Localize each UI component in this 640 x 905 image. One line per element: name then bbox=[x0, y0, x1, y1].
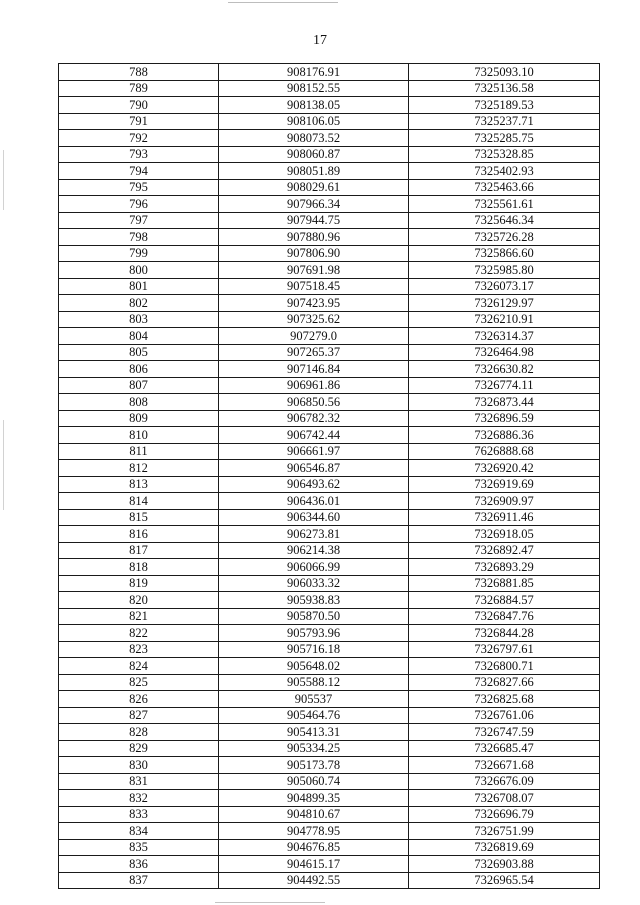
y-coordinate-cell: 7326819.69 bbox=[409, 839, 600, 856]
x-coordinate-cell: 905588.12 bbox=[219, 674, 409, 691]
y-coordinate-cell: 7325237.71 bbox=[409, 113, 600, 130]
table-row bbox=[59, 130, 600, 147]
table-row bbox=[59, 245, 600, 262]
table-row bbox=[59, 790, 600, 807]
y-coordinate-cell: 7326873.44 bbox=[409, 394, 600, 411]
x-coordinate-cell: 906273.81 bbox=[219, 526, 409, 543]
table-row bbox=[59, 757, 600, 774]
x-coordinate-cell: 908060.87 bbox=[219, 146, 409, 163]
table-row bbox=[59, 196, 600, 213]
y-coordinate-cell: 7326751.99 bbox=[409, 823, 600, 840]
point-number-cell: 797 bbox=[59, 212, 219, 229]
table-row bbox=[59, 493, 600, 510]
table-row bbox=[59, 410, 600, 427]
x-coordinate-cell: 907279.0 bbox=[219, 328, 409, 345]
table-row bbox=[59, 724, 600, 741]
x-coordinate-cell: 904810.67 bbox=[219, 806, 409, 823]
y-coordinate-cell: 7326797.61 bbox=[409, 641, 600, 658]
y-coordinate-cell: 7326965.54 bbox=[409, 872, 600, 889]
scan-edge-line-bottom bbox=[215, 902, 325, 903]
table-row bbox=[59, 229, 600, 246]
table-row bbox=[59, 707, 600, 724]
point-number-cell: 835 bbox=[59, 839, 219, 856]
point-number-cell: 822 bbox=[59, 625, 219, 642]
point-number-cell: 833 bbox=[59, 806, 219, 823]
point-number-cell: 802 bbox=[59, 295, 219, 312]
point-number-cell: 830 bbox=[59, 757, 219, 774]
point-number-cell: 836 bbox=[59, 856, 219, 873]
table-row bbox=[59, 806, 600, 823]
y-coordinate-cell: 7325985.80 bbox=[409, 262, 600, 279]
y-coordinate-cell: 7325561.61 bbox=[409, 196, 600, 213]
scan-margin-mark bbox=[3, 150, 4, 210]
y-coordinate-cell: 7326747.59 bbox=[409, 724, 600, 741]
table-row bbox=[59, 526, 600, 543]
y-coordinate-cell: 7326630.82 bbox=[409, 361, 600, 378]
x-coordinate-cell: 904676.85 bbox=[219, 839, 409, 856]
table-row bbox=[59, 559, 600, 576]
table-row bbox=[59, 872, 600, 889]
x-coordinate-cell: 905870.50 bbox=[219, 608, 409, 625]
y-coordinate-cell: 7326881.85 bbox=[409, 575, 600, 592]
point-number-cell: 811 bbox=[59, 443, 219, 460]
y-coordinate-cell: 7326676.09 bbox=[409, 773, 600, 790]
x-coordinate-cell: 908138.05 bbox=[219, 97, 409, 114]
table-row bbox=[59, 691, 600, 708]
point-number-cell: 790 bbox=[59, 97, 219, 114]
x-coordinate-cell: 906661.97 bbox=[219, 443, 409, 460]
point-number-cell: 793 bbox=[59, 146, 219, 163]
x-coordinate-cell: 905648.02 bbox=[219, 658, 409, 675]
table-row bbox=[59, 344, 600, 361]
point-number-cell: 794 bbox=[59, 163, 219, 180]
y-coordinate-cell: 7326314.37 bbox=[409, 328, 600, 345]
y-coordinate-cell: 7326896.59 bbox=[409, 410, 600, 427]
point-number-cell: 816 bbox=[59, 526, 219, 543]
point-number-cell: 809 bbox=[59, 410, 219, 427]
y-coordinate-cell: 7325646.34 bbox=[409, 212, 600, 229]
point-number-cell: 801 bbox=[59, 278, 219, 295]
y-coordinate-cell: 7326210.91 bbox=[409, 311, 600, 328]
point-number-cell: 806 bbox=[59, 361, 219, 378]
y-coordinate-cell: 7326919.69 bbox=[409, 476, 600, 493]
x-coordinate-cell: 905464.76 bbox=[219, 707, 409, 724]
x-coordinate-cell: 908106.05 bbox=[219, 113, 409, 130]
y-coordinate-cell: 7325402.93 bbox=[409, 163, 600, 180]
x-coordinate-cell: 904492.55 bbox=[219, 872, 409, 889]
coordinate-table-body bbox=[59, 64, 600, 889]
x-coordinate-cell: 906742.44 bbox=[219, 427, 409, 444]
point-number-cell: 834 bbox=[59, 823, 219, 840]
table-row bbox=[59, 592, 600, 609]
y-coordinate-cell: 7326129.97 bbox=[409, 295, 600, 312]
scan-margin-mark bbox=[3, 420, 4, 510]
table-row bbox=[59, 146, 600, 163]
table-row bbox=[59, 113, 600, 130]
table-row bbox=[59, 542, 600, 559]
table-row bbox=[59, 476, 600, 493]
x-coordinate-cell: 907518.45 bbox=[219, 278, 409, 295]
y-coordinate-cell: 7326886.36 bbox=[409, 427, 600, 444]
x-coordinate-cell: 905938.83 bbox=[219, 592, 409, 609]
y-coordinate-cell: 7325285.75 bbox=[409, 130, 600, 147]
point-number-cell: 837 bbox=[59, 872, 219, 889]
table-row bbox=[59, 641, 600, 658]
table-row bbox=[59, 443, 600, 460]
coordinate-table bbox=[58, 63, 600, 889]
x-coordinate-cell: 906546.87 bbox=[219, 460, 409, 477]
x-coordinate-cell: 907423.95 bbox=[219, 295, 409, 312]
x-coordinate-cell: 905716.18 bbox=[219, 641, 409, 658]
x-coordinate-cell: 907265.37 bbox=[219, 344, 409, 361]
point-number-cell: 818 bbox=[59, 559, 219, 576]
y-coordinate-cell: 7326847.76 bbox=[409, 608, 600, 625]
x-coordinate-cell: 906961.86 bbox=[219, 377, 409, 394]
scan-edge-line-top bbox=[228, 2, 338, 3]
point-number-cell: 792 bbox=[59, 130, 219, 147]
y-coordinate-cell: 7326844.28 bbox=[409, 625, 600, 642]
y-coordinate-cell: 7326825.68 bbox=[409, 691, 600, 708]
table-row bbox=[59, 740, 600, 757]
y-coordinate-cell: 7325866.60 bbox=[409, 245, 600, 262]
table-row bbox=[59, 394, 600, 411]
point-number-cell: 832 bbox=[59, 790, 219, 807]
point-number-cell: 799 bbox=[59, 245, 219, 262]
table-row bbox=[59, 839, 600, 856]
y-coordinate-cell: 7325136.58 bbox=[409, 80, 600, 97]
y-coordinate-cell: 7326671.68 bbox=[409, 757, 600, 774]
x-coordinate-cell: 907966.34 bbox=[219, 196, 409, 213]
x-coordinate-cell: 905793.96 bbox=[219, 625, 409, 642]
y-coordinate-cell: 7326893.29 bbox=[409, 559, 600, 576]
table-row bbox=[59, 823, 600, 840]
point-number-cell: 788 bbox=[59, 64, 219, 81]
point-number-cell: 798 bbox=[59, 229, 219, 246]
x-coordinate-cell: 906436.01 bbox=[219, 493, 409, 510]
table-row bbox=[59, 80, 600, 97]
y-coordinate-cell: 7325189.53 bbox=[409, 97, 600, 114]
x-coordinate-cell: 908051.89 bbox=[219, 163, 409, 180]
point-number-cell: 805 bbox=[59, 344, 219, 361]
table-row bbox=[59, 163, 600, 180]
x-coordinate-cell: 908029.61 bbox=[219, 179, 409, 196]
table-row bbox=[59, 773, 600, 790]
table-row bbox=[59, 625, 600, 642]
y-coordinate-cell: 7325093.10 bbox=[409, 64, 600, 81]
table-row bbox=[59, 509, 600, 526]
y-coordinate-cell: 7326708.07 bbox=[409, 790, 600, 807]
point-number-cell: 804 bbox=[59, 328, 219, 345]
table-row bbox=[59, 856, 600, 873]
x-coordinate-cell: 904778.95 bbox=[219, 823, 409, 840]
y-coordinate-cell: 7326761.06 bbox=[409, 707, 600, 724]
point-number-cell: 823 bbox=[59, 641, 219, 658]
x-coordinate-cell: 906782.32 bbox=[219, 410, 409, 427]
table-row bbox=[59, 278, 600, 295]
point-number-cell: 789 bbox=[59, 80, 219, 97]
x-coordinate-cell: 907325.62 bbox=[219, 311, 409, 328]
table-row bbox=[59, 361, 600, 378]
x-coordinate-cell: 906493.62 bbox=[219, 476, 409, 493]
point-number-cell: 796 bbox=[59, 196, 219, 213]
point-number-cell: 795 bbox=[59, 179, 219, 196]
point-number-cell: 819 bbox=[59, 575, 219, 592]
point-number-cell: 800 bbox=[59, 262, 219, 279]
point-number-cell: 826 bbox=[59, 691, 219, 708]
y-coordinate-cell: 7325328.85 bbox=[409, 146, 600, 163]
point-number-cell: 817 bbox=[59, 542, 219, 559]
x-coordinate-cell: 905334.25 bbox=[219, 740, 409, 757]
y-coordinate-cell: 7326911.46 bbox=[409, 509, 600, 526]
x-coordinate-cell: 906344.60 bbox=[219, 509, 409, 526]
point-number-cell: 814 bbox=[59, 493, 219, 510]
point-number-cell: 820 bbox=[59, 592, 219, 609]
table-row bbox=[59, 427, 600, 444]
point-number-cell: 791 bbox=[59, 113, 219, 130]
y-coordinate-cell: 7326920.42 bbox=[409, 460, 600, 477]
x-coordinate-cell: 906066.99 bbox=[219, 559, 409, 576]
y-coordinate-cell: 7325463.66 bbox=[409, 179, 600, 196]
x-coordinate-cell: 908073.52 bbox=[219, 130, 409, 147]
y-coordinate-cell: 7326464.98 bbox=[409, 344, 600, 361]
y-coordinate-cell: 7326073.17 bbox=[409, 278, 600, 295]
table-row bbox=[59, 212, 600, 229]
point-number-cell: 828 bbox=[59, 724, 219, 741]
x-coordinate-cell: 907146.84 bbox=[219, 361, 409, 378]
x-coordinate-cell: 908152.55 bbox=[219, 80, 409, 97]
point-number-cell: 812 bbox=[59, 460, 219, 477]
y-coordinate-cell: 7326903.88 bbox=[409, 856, 600, 873]
x-coordinate-cell: 907806.90 bbox=[219, 245, 409, 262]
table-row bbox=[59, 460, 600, 477]
y-coordinate-cell: 7326884.57 bbox=[409, 592, 600, 609]
x-coordinate-cell: 907691.98 bbox=[219, 262, 409, 279]
table-row bbox=[59, 658, 600, 675]
point-number-cell: 824 bbox=[59, 658, 219, 675]
y-coordinate-cell: 7326685.47 bbox=[409, 740, 600, 757]
x-coordinate-cell: 906033.32 bbox=[219, 575, 409, 592]
y-coordinate-cell: 7326827.66 bbox=[409, 674, 600, 691]
point-number-cell: 831 bbox=[59, 773, 219, 790]
point-number-cell: 821 bbox=[59, 608, 219, 625]
x-coordinate-cell: 906850.56 bbox=[219, 394, 409, 411]
point-number-cell: 810 bbox=[59, 427, 219, 444]
y-coordinate-cell: 7326800.71 bbox=[409, 658, 600, 675]
x-coordinate-cell: 904899.35 bbox=[219, 790, 409, 807]
x-coordinate-cell: 905537 bbox=[219, 691, 409, 708]
point-number-cell: 825 bbox=[59, 674, 219, 691]
point-number-cell: 803 bbox=[59, 311, 219, 328]
y-coordinate-cell: 7326696.79 bbox=[409, 806, 600, 823]
y-coordinate-cell: 7626888.68 bbox=[409, 443, 600, 460]
point-number-cell: 827 bbox=[59, 707, 219, 724]
table-row bbox=[59, 311, 600, 328]
table-row bbox=[59, 674, 600, 691]
point-number-cell: 829 bbox=[59, 740, 219, 757]
table-row bbox=[59, 295, 600, 312]
y-coordinate-cell: 7325726.28 bbox=[409, 229, 600, 246]
table-row bbox=[59, 575, 600, 592]
table-row bbox=[59, 328, 600, 345]
x-coordinate-cell: 905413.31 bbox=[219, 724, 409, 741]
table-row bbox=[59, 64, 600, 81]
x-coordinate-cell: 904615.17 bbox=[219, 856, 409, 873]
x-coordinate-cell: 906214.38 bbox=[219, 542, 409, 559]
point-number-cell: 813 bbox=[59, 476, 219, 493]
x-coordinate-cell: 907880.96 bbox=[219, 229, 409, 246]
y-coordinate-cell: 7326918.05 bbox=[409, 526, 600, 543]
x-coordinate-cell: 905173.78 bbox=[219, 757, 409, 774]
y-coordinate-cell: 7326892.47 bbox=[409, 542, 600, 559]
page-number: 17 bbox=[313, 33, 327, 48]
table-row bbox=[59, 377, 600, 394]
table-row bbox=[59, 97, 600, 114]
table-row bbox=[59, 262, 600, 279]
point-number-cell: 807 bbox=[59, 377, 219, 394]
table-row bbox=[59, 179, 600, 196]
point-number-cell: 815 bbox=[59, 509, 219, 526]
point-number-cell: 808 bbox=[59, 394, 219, 411]
x-coordinate-cell: 908176.91 bbox=[219, 64, 409, 81]
y-coordinate-cell: 7326774.11 bbox=[409, 377, 600, 394]
x-coordinate-cell: 905060.74 bbox=[219, 773, 409, 790]
table-row bbox=[59, 608, 600, 625]
y-coordinate-cell: 7326909.97 bbox=[409, 493, 600, 510]
x-coordinate-cell: 907944.75 bbox=[219, 212, 409, 229]
